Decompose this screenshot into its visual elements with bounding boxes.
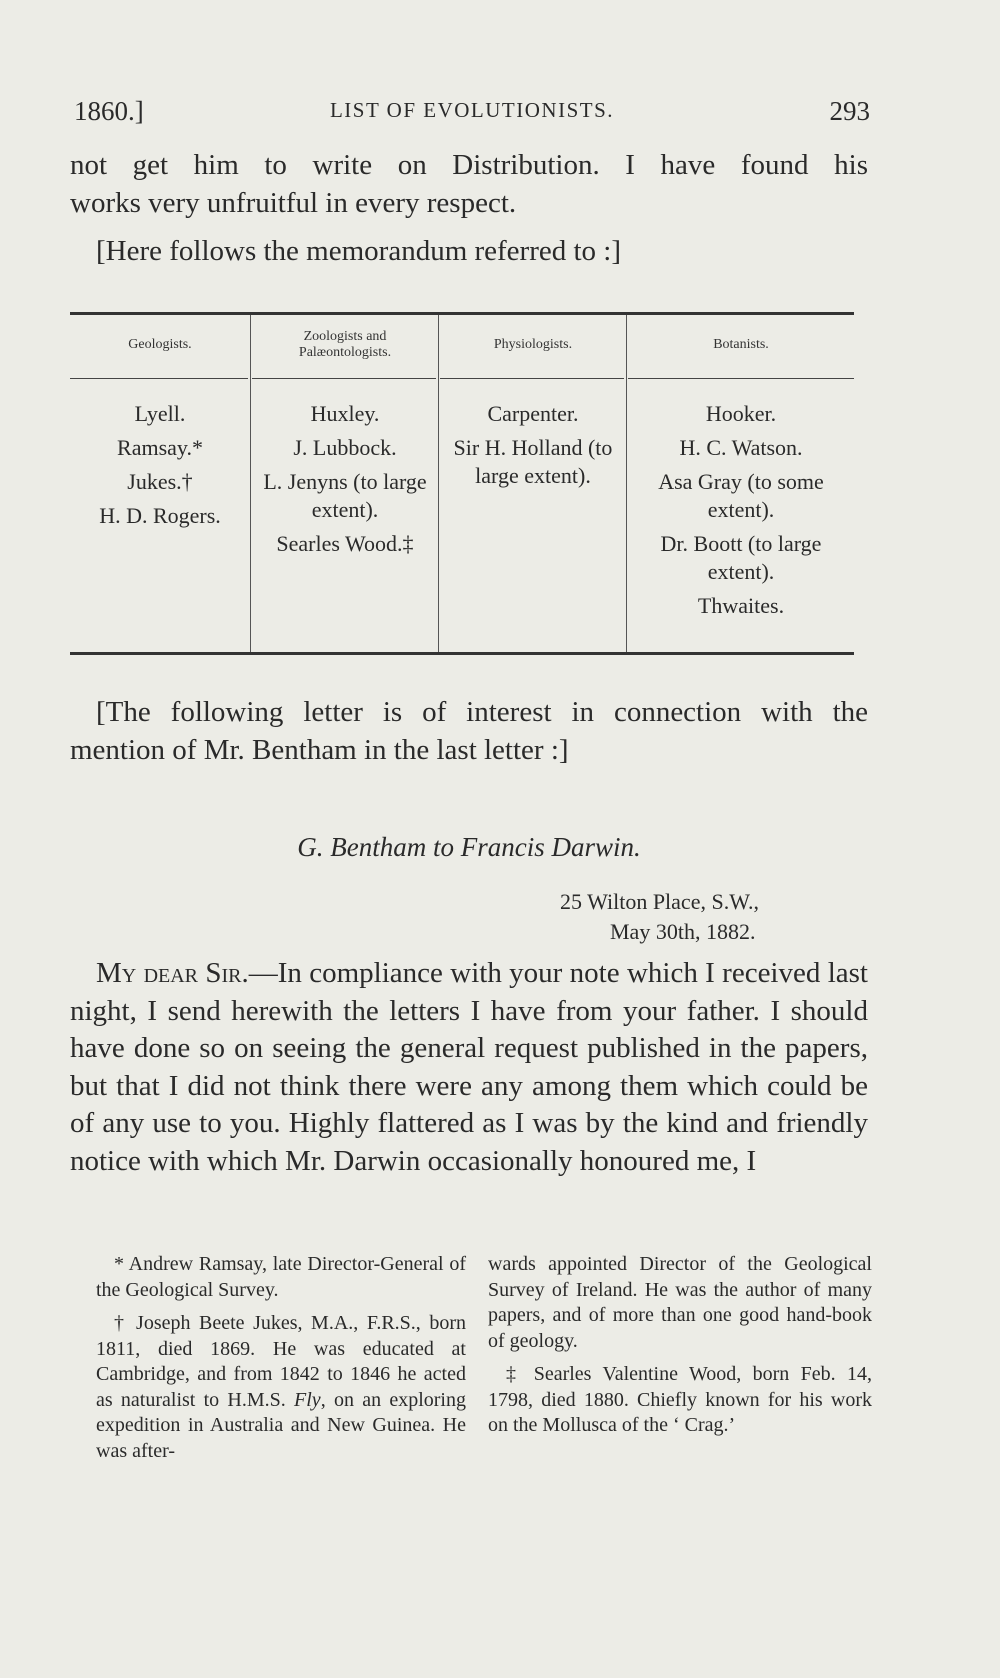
table-cell: L. Jenyns (to large extent).: [263, 469, 427, 522]
zoologists-column: [252, 400, 438, 564]
address-date: May 30th, 1882.: [610, 919, 756, 944]
evolutionists-table: [70, 312, 854, 657]
column-header-physiologists: Physiologists.: [493, 337, 573, 352]
footnote-jukes: [96, 1311, 466, 1464]
following-line-1: [The following letter is of interest in connection with the: [96, 696, 868, 728]
table-cell: J. Lubbock.: [293, 435, 397, 460]
header-rule: [252, 378, 436, 379]
table-cell: Asa Gray (to some extent).: [658, 469, 824, 522]
table-cell: Dr. Boott (to large extent).: [660, 531, 822, 584]
header-year: 1860.]: [74, 96, 144, 126]
column-header-zoologists: Zoologists and Palæontologists.: [298, 329, 392, 360]
footnote-jukes-continued: wards appointed Director of the Geological Survey of Ireland. He was the author of many papers, and of more than one good hand-book of geology.: [488, 1253, 872, 1352]
table-cell: Lyell.: [134, 401, 186, 426]
table-cell: Searles Wood.‡: [276, 531, 414, 556]
geologists-column: [70, 400, 250, 536]
header-rule: [440, 378, 624, 379]
intro-line-2: works very unfruitful in every respect.: [70, 187, 517, 219]
table-cell: Hooker.: [705, 401, 777, 426]
footnote-jukes-text: † Joseph Beete Jukes, M.A., F.R.S., born 1811, died 1869. He was educated at Cambridge, and from 1842 to 1846 he acted as naturalist to H.M.S.: [96, 1312, 466, 1411]
footnote-ramsay: * Andrew Ramsay, late Director-General of the Geological Survey.: [96, 1253, 466, 1301]
table-cell: Sir H. Holland (to large extent).: [453, 435, 613, 488]
following-line-2: mention of Mr. Bentham in the last letter :]: [70, 734, 569, 766]
footnote-wood: ‡ Searles Valentine Wood, born Feb. 14, 1798, died 1880. Chiefly known for his work on the Mollusca of the ‘ Crag.’: [488, 1363, 872, 1436]
following-note: [70, 693, 868, 769]
botanists-column: [628, 400, 854, 626]
running-header: [74, 96, 870, 136]
table-cell: Huxley.: [310, 401, 380, 426]
letter-salutation: My dear Sir.: [96, 957, 249, 989]
table-cell: Jukes.†: [127, 469, 193, 494]
column-divider: [626, 315, 627, 652]
address-line-1: 25 Wilton Place, S.W.,: [560, 889, 759, 914]
footnotes-left-column: [96, 1252, 466, 1472]
column-header-botanists: Botanists.: [713, 337, 769, 352]
column-header-geologists: Geologists.: [128, 337, 192, 352]
table-cell: Carpenter.: [487, 401, 579, 426]
intro-paragraph: [70, 146, 868, 222]
table-cell: Thwaites.: [697, 593, 785, 618]
footnote-jukes-text-2: , on an exploring expedition in Australia and New Guinea. He was after-: [96, 1388, 466, 1462]
intro-line-1: not get him to write on Distribution. I have found his: [70, 149, 868, 181]
page-number: 293: [829, 96, 870, 126]
physiologists-column: [440, 400, 626, 496]
letter-body: [70, 955, 868, 1180]
memo-note: [70, 232, 868, 270]
table-bottom-rule: [70, 652, 854, 655]
memo-text: [Here follows the memorandum referred to :]: [96, 235, 622, 267]
column-divider: [438, 315, 439, 652]
header-title: LIST OF EVOLUTIONISTS.: [329, 98, 615, 122]
column-divider: [250, 315, 251, 652]
footnotes-right-column: [488, 1252, 872, 1447]
table-cell: Ramsay.*: [117, 435, 203, 460]
header-rule: [70, 378, 248, 379]
table-cell: H. D. Rogers.: [99, 503, 221, 528]
footnote-jukes-ship: Fly: [294, 1388, 321, 1411]
letter-address: [560, 887, 759, 947]
letter-body-text: —In compliance with your note which I received last night, I send herewith the letters I have from your father. I should have done so on seeing the general request published in the papers, but that I did not think there were any among them which could be of any use to you. Highly flattered as I was by the kind and friendly notice with which Mr. Darwin occasionally honoured me, I: [70, 957, 868, 1177]
table-cell: H. C. Watson.: [679, 435, 803, 460]
header-rule: [628, 378, 854, 379]
letter-title: G. Bentham to Francis Darwin.: [297, 832, 641, 862]
